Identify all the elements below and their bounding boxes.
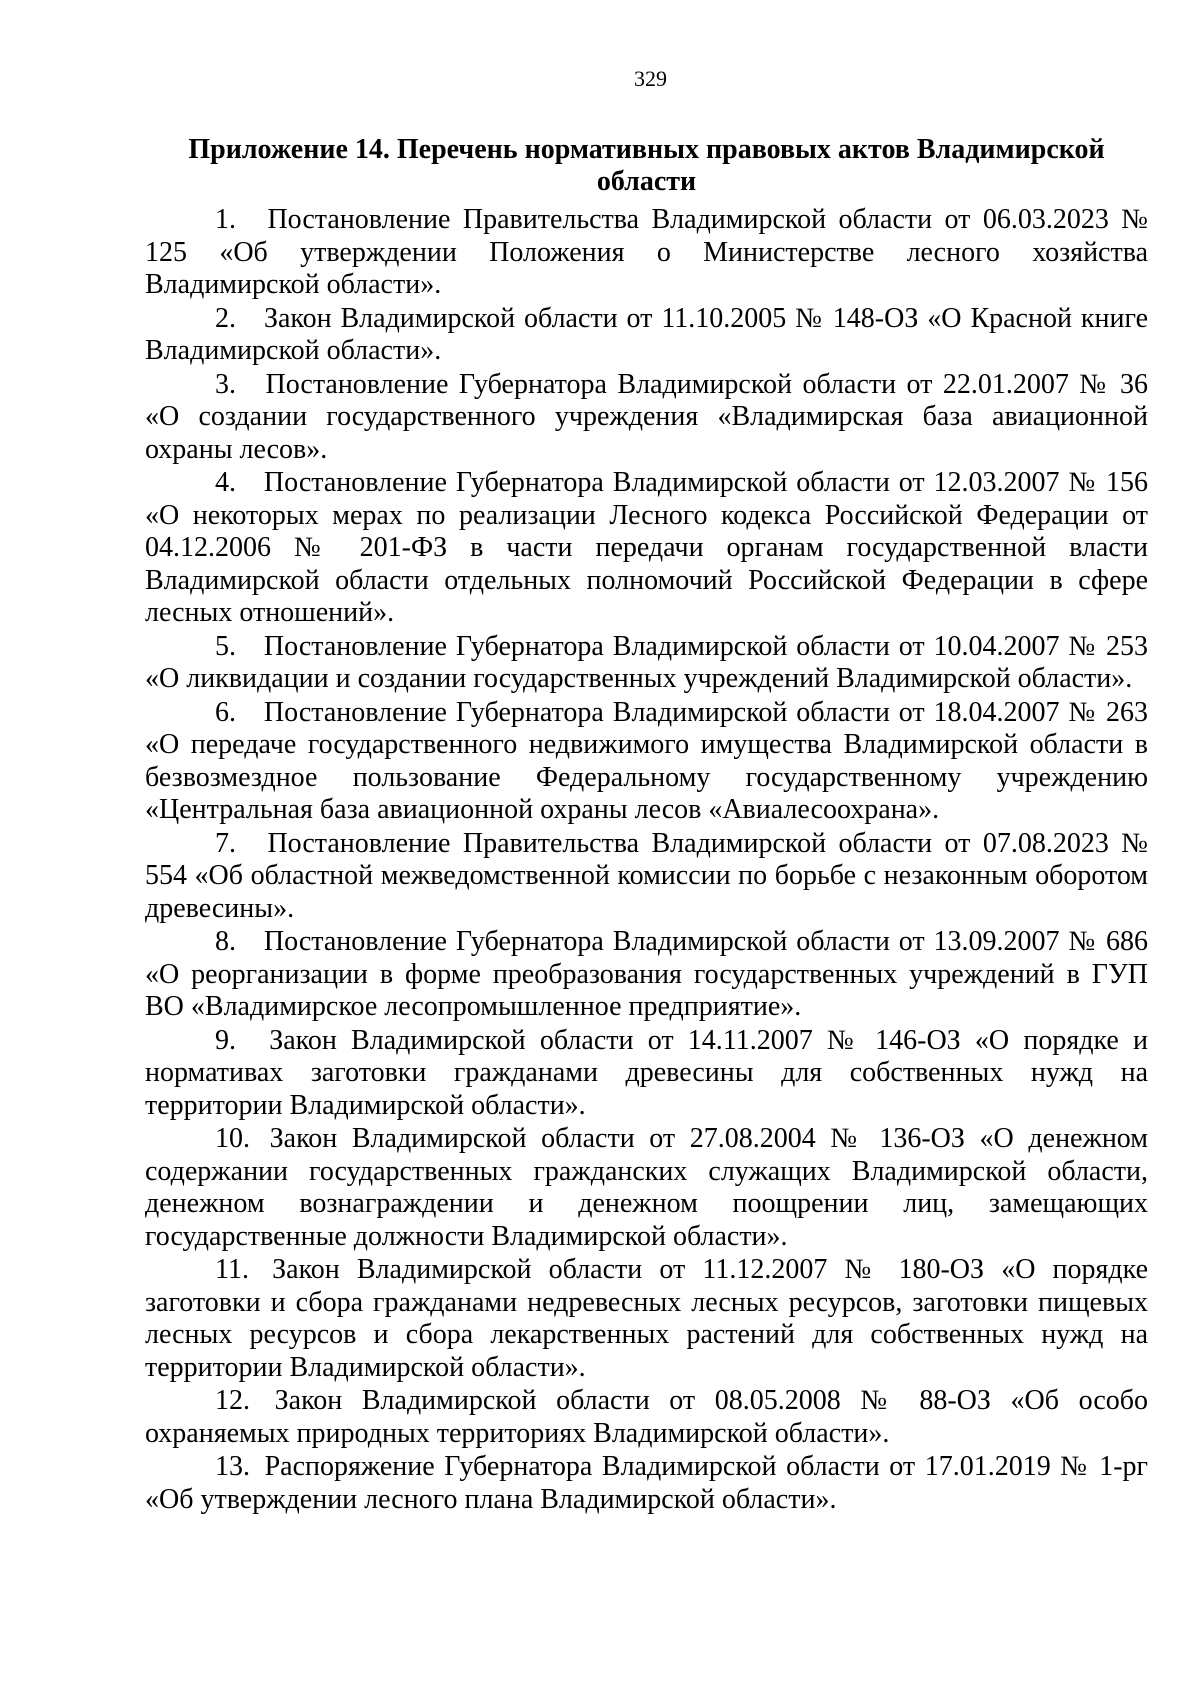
item-text: Постановление Правительства Владимирской области от 06.03.2023 № 125 «Об утверждении Положения о Министерстве лесного хозяйства Владимирской области».	[145, 204, 1148, 300]
list-item	[145, 1254, 1148, 1385]
item-text: Постановление Губернатора Владимирской области от 12.03.2007 № 156 «О некоторых мерах по реализации Лесного кодекса Российской Федерации от 04.12.2006 № 201-ФЗ в части передачи органам государственной власти Владимирской области отдельных полномочий Российской Федерации в сфере лесных отношений».	[145, 467, 1149, 628]
item-number: 1.	[215, 204, 236, 235]
item-number: 9.	[215, 1024, 236, 1056]
item-text: Закон Владимирской области от 14.11.2007 № 146-ОЗ «О порядке и нормативах заготовки гражданами древесины для собственных нужд на территории Владимирской области».	[145, 1024, 1148, 1121]
item-text: Постановление Губернатора Владимирской области от 18.04.2007 № 263 «О передаче государственного недвижимого имущества Владимирской области в безвозмездное пользование Федеральному государственному учреждению «Центральная база авиационной охраны лесов «Авиалесоохрана».	[145, 696, 1149, 825]
list-item	[145, 204, 1148, 303]
list-item	[145, 1123, 1148, 1254]
page-number: 329	[634, 66, 667, 91]
item-number: 4.	[215, 467, 236, 498]
item-number: 3.	[215, 368, 236, 400]
list-item	[145, 303, 1148, 369]
item-number: 10.	[215, 1123, 250, 1154]
list-item	[145, 369, 1148, 468]
item-text: Постановление Губернатора Владимирской области от 10.04.2007 № 253 «О ликвидации и создании государственных учреждений Владимирской области».	[145, 630, 1149, 694]
item-number: 11.	[215, 1254, 249, 1285]
acts-list	[145, 204, 1148, 1517]
list-item	[145, 1385, 1148, 1451]
item-text: Закон Владимирской области от 11.10.2005 № 148-ОЗ «О Красной книге Владимирской области».	[145, 302, 1149, 366]
item-number: 5.	[215, 630, 236, 662]
item-text: Постановление Губернатора Владимирской области от 13.09.2007 № 686 «О реорганизации в форме преобразования государственных учреждений в ГУП ВО «Владимирское лесопромышленное предприятие».	[145, 926, 1149, 1022]
item-number: 7.	[215, 827, 236, 859]
item-text: Закон Владимирской области от 11.12.2007 № 180-ОЗ «О порядке заготовки и сбора гражданами недревесных лесных ресурсов, заготовки пищевых лесных ресурсов и сбора лекарственных растений для собственных нужд на территории Владимирской области».	[145, 1254, 1148, 1383]
list-item	[145, 631, 1148, 697]
item-number: 6.	[215, 696, 236, 728]
item-text: Закон Владимирской области от 27.08.2004 № 136-ОЗ «О денежном содержании государственных гражданских служащих Владимирской области, денежном вознаграждении и денежном поощрении лиц, замещающих государственные должности Владимирской области».	[145, 1123, 1148, 1252]
list-item	[145, 828, 1148, 927]
list-item	[145, 1025, 1148, 1124]
list-item	[145, 467, 1148, 631]
page-title: Приложение 14. Перечень нормативных правовых актов Владимирской области	[188, 134, 1105, 197]
item-number: 13.	[215, 1451, 250, 1482]
item-text: Закон Владимирской области от 08.05.2008 № 88-ОЗ «Об особо охраняемых природных территориях Владимирской области».	[145, 1385, 1148, 1449]
list-item	[145, 1451, 1148, 1517]
document-page	[145, 66, 1148, 1517]
item-number: 8.	[215, 926, 236, 957]
item-number: 12.	[215, 1385, 250, 1416]
item-text: Постановление Правительства Владимирской области от 07.08.2023 № 554 «Об областной межведомственной комиссии по борьбе с незаконным оборотом древесины».	[145, 827, 1148, 924]
item-number: 2.	[215, 302, 236, 334]
item-text: Распоряжение Губернатора Владимирской области от 17.01.2019 № 1-рг «Об утверждении лесного плана Владимирской области».	[145, 1451, 1148, 1515]
list-item	[145, 926, 1148, 1025]
item-text: Постановление Губернатора Владимирской области от 22.01.2007 № 36 «О создании государственного учреждения «Владимирская база авиационной охраны лесов».	[145, 368, 1148, 465]
list-item	[145, 697, 1148, 828]
